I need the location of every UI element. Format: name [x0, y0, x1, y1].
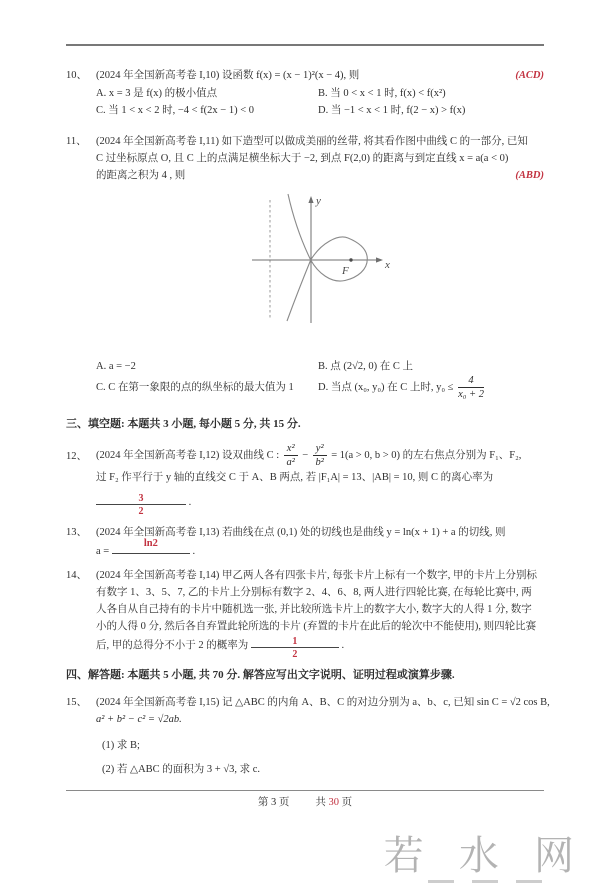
option-c: C. C 在第一象限的点的纵坐标的最大值为 1 [96, 382, 294, 393]
question-11-answer: (ABD) [515, 170, 544, 181]
x-axis-label: x [385, 259, 390, 271]
question-11-options [96, 358, 544, 400]
page-number: 第 3 页 [257, 797, 290, 809]
curve-lower-branch [287, 260, 311, 321]
total-pages: 30 [328, 797, 339, 809]
watermark-subtext [384, 880, 586, 883]
question-10 [66, 67, 544, 119]
question-12-number: 12、 [66, 451, 87, 462]
top-rule [66, 44, 544, 46]
question-13 [66, 524, 544, 560]
question-11 [66, 133, 544, 400]
question-13-number: 13、 [66, 527, 87, 539]
question-10-number: 10、 [66, 70, 87, 81]
question-15-part2: (2) 若 △ABC 的面积为 3 + √3, 求 c. [102, 764, 261, 776]
question-10-stem: (2024 年全国新高考卷 I,10) 设函数 f(x) = (x − 1)²(x − 4), 则 [96, 70, 360, 81]
question-15 [66, 694, 550, 778]
question-11-stem-line1: (2024 年全国新高考卷 I,11) 如下造型可以做成美丽的丝带, 将其看作图中曲线 C 的一部分, 已知 [96, 136, 528, 147]
option-c: C. 当 1 < x < 2 时, −4 < f(2x − 1) < 0 [96, 105, 255, 116]
question-14 [66, 567, 544, 661]
hyperbola-fraction-2: $\frac{\text{y²}}{\text{b²}}$ [313, 443, 327, 468]
question-14-stem-line4: 小的人得 0 分, 然后各自弃置此轮所选的卡片 (弃置的卡片在此后的轮次中不能使用), 则四轮比赛 [96, 621, 537, 633]
option-d: D. 当点 (x₀, y₀) 在 C 上时, y₀ ≤ $\frac{4}{\text{x₀ + 2}}$ [318, 375, 484, 400]
option-b: B. 当 0 < x < 1 时, f(x) < f(x²) [318, 88, 446, 99]
section-4-header: 四、解答题: 本题共 5 小题, 共 70 分. 解答应写出文字说明、证明过程或演算步骤. [66, 669, 455, 682]
question-11-number: 11、 [66, 136, 87, 147]
question-12-stem-line1: (2024 年全国新高考卷 I,12) 设双曲线 C : $\frac{\text{x²}}{\text{a²}}$ − $\frac{\text{y²}}{\text{b²}}$ = 1(a > 0, b > 0) 的左右焦点分别为 F₁、F₂, [96, 443, 522, 468]
hyperbola-fraction-1: $\frac{\text{x²}}{\text{a²}}$ [284, 443, 298, 468]
question-11-figure [124, 192, 544, 348]
answer-blank [96, 492, 186, 518]
question-12-stem-line2: 过 F₂ 作平行于 y 轴的直线交 C 于 A、B 两点, 若 |F₁A| = 13、|AB| = 10, 则 C 的离心率为 [96, 472, 494, 484]
question-15-part1: (1) 求 B; [102, 740, 140, 752]
answer-fraction: 1 2 [292, 636, 298, 661]
question-14-stem-line2: 有数字 1、3、5、7, 乙的卡片上分别标有数字 2、4、6、8, 两人进行四轮比赛, 在每轮比赛中, 两 [96, 587, 532, 599]
question-11-stem-line3: 的距离之积为 4 , 则 [96, 170, 186, 181]
curve-upper-branch [288, 194, 311, 260]
option-a: A. x = 3 是 f(x) 的极小值点 [96, 88, 218, 99]
question-14-stem-line3: 人各自从自己持有的卡片中随机选一张, 并比较所选卡片上的数字大小, 数字大的人得 1 分, 数字 [96, 604, 532, 616]
question-12 [66, 443, 544, 518]
section-3-header: 三、填空题: 本题共 3 小题, 每小题 5 分, 共 15 分. [66, 418, 301, 430]
watermark-text: 若 水 网 [383, 834, 586, 878]
curve-c-figure [239, 192, 429, 342]
watermark [384, 835, 586, 883]
option-d: D. 当 −1 < x < 1 时, f(2 − x) > f(x) [318, 105, 466, 116]
question-12-answer-line: 3 2 . [96, 492, 544, 511]
question-14-stem-line1: (2024 年全国新高考卷 I,14) 甲乙两人各有四张卡片, 每张卡片上标有一个数字, 甲的卡片上分别标 [96, 570, 537, 582]
question-15-stem-line1: (2024 年全国新高考卷 I,15) 记 △ABC 的内角 A、B、C 的对边分别为 a、b、c, 已知 sin C = √2 cos B, [96, 697, 550, 709]
option-a: A. a = −2 [96, 361, 136, 372]
y-axis-label: y [316, 195, 321, 207]
question-15-number: 15、 [66, 697, 87, 709]
footer-rule [66, 790, 544, 791]
focus-label: F [342, 265, 349, 277]
option-d-fraction: $\frac{4}{\text{x₀ + 2}}$ [458, 375, 484, 400]
answer-fraction: 3 2 [138, 493, 144, 518]
answer-text: ln2 [143, 538, 158, 550]
question-15-stem-line2: a² + b² − c² = √2ab. [96, 714, 182, 726]
answer-blank [112, 538, 190, 554]
question-13-answer-line: a = ln2 . [96, 541, 544, 560]
question-11-stem-line2: C 过坐标原点 O, 且 C 上的点满足横坐标大于 −2, 到点 F(2,0) 的距离与到定直线 x = a(a < 0) [96, 153, 509, 164]
question-10-options [96, 85, 544, 119]
exam-page [0, 44, 600, 811]
curve-loop [311, 237, 368, 281]
question-10-answer: (ACD) [515, 70, 544, 81]
answer-blank [251, 635, 339, 661]
question-13-stem-line1: (2024 年全国新高考卷 I,13) 若曲线在点 (0,1) 处的切线也是曲线 y = ln(x + 1) + a 的切线, 则 [96, 527, 506, 539]
option-b: B. 点 (2√2, 0) 在 C 上 [318, 361, 414, 372]
page-footer: 第 3 页 共 30 页 [257, 797, 353, 809]
question-14-number: 14、 [66, 570, 87, 582]
x-axis-arrow-icon [376, 257, 383, 262]
focus-point-dot [349, 258, 352, 261]
y-axis-arrow-icon [308, 196, 313, 203]
question-14-answer-line: 后, 甲的总得分不小于 2 的概率为 1 2 . [96, 636, 345, 661]
